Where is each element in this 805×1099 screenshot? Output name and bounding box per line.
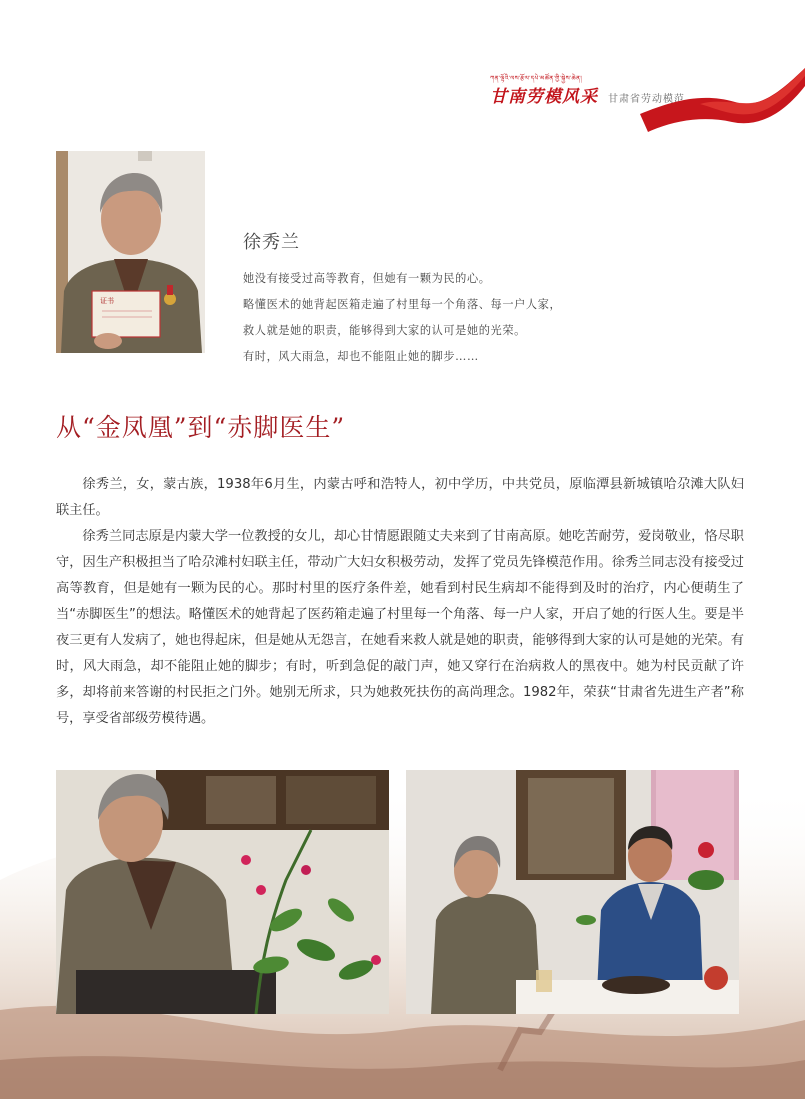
intro-line: 有时，风大雨急，却也不能阻止她的脚步……	[243, 350, 479, 363]
article-paragraph: 徐秀兰同志原是内蒙大学一位教授的女儿，却心甘情愿跟随丈夫来到了甘南高原。她吃苦耐劳，爱岗敬业，恪尽职守，因生产积极担当了哈尕滩村妇联主任，带动广大妇女积极劳动，发挥了党员先锋模范作用。徐秀兰同志没有接受过高等教育，但是她有一颗为民的心。那时村里的医疗条件差，她看到村民生病却不能得到及时的治疗，内心便萌生了当“赤脚医生”的想法。略懂医术的她背起了医药箱走遍了村里每一个角落、每一户人家，开启了她的行医人生。要是半夜三更有人发病了，她也得起床，但是她从无怨言，在她看来救人就是她的职责，能够得到大家的认可是她的光荣。有时，风大雨急，却不能阻止她的脚步；有时，听到急促的敲门声，她又穿行在治病救人的黑夜中。她为村民贡献了许多，却将前来答谢的村民拒之门外。她别无所求，只为她救死扶伤的高尚理念。1982年，荣获“甘肃省先进生产者”称号，享受省部级劳模待遇。	[56, 529, 744, 726]
portrait-photo	[56, 151, 205, 353]
person-name: 徐秀兰	[243, 232, 300, 253]
intro-line: 略懂医术的她背起医箱走遍了村里每一个角落、每一户人家，	[243, 298, 562, 311]
tibetan-caption: ཀན་ལྷོའི་ལས་རྩོལ་དཔེ་མཚོན་གྱི་སྐྱེས་ཆེན།	[490, 75, 582, 82]
photo-woman-with-flowers	[56, 770, 389, 1014]
photo-woman-with-visitor	[406, 770, 739, 1014]
intro-line: 她没有接受过高等教育，但她有一颗为民的心。	[243, 272, 491, 285]
intro-quote	[243, 266, 713, 370]
brand-subtitle: 甘肃省劳动模范	[608, 94, 685, 105]
article-title: 从“金凤凰”到“赤脚医生”	[56, 413, 346, 442]
page-header	[0, 0, 805, 140]
certificate-label: 证书	[100, 297, 114, 305]
intro-line: 救人就是她的职责，能够得到大家的认可是她的光荣。	[243, 324, 526, 337]
article-body	[56, 472, 744, 732]
brand-title: 甘南劳模风采	[490, 87, 598, 107]
article-paragraph: 徐秀兰，女，蒙古族，1938年6月生，内蒙古呼和浩特人，初中学历，中共党员，原临潭县新城镇哈尕滩大队妇联主任。	[56, 477, 744, 518]
red-ribbon-icon	[640, 62, 805, 132]
